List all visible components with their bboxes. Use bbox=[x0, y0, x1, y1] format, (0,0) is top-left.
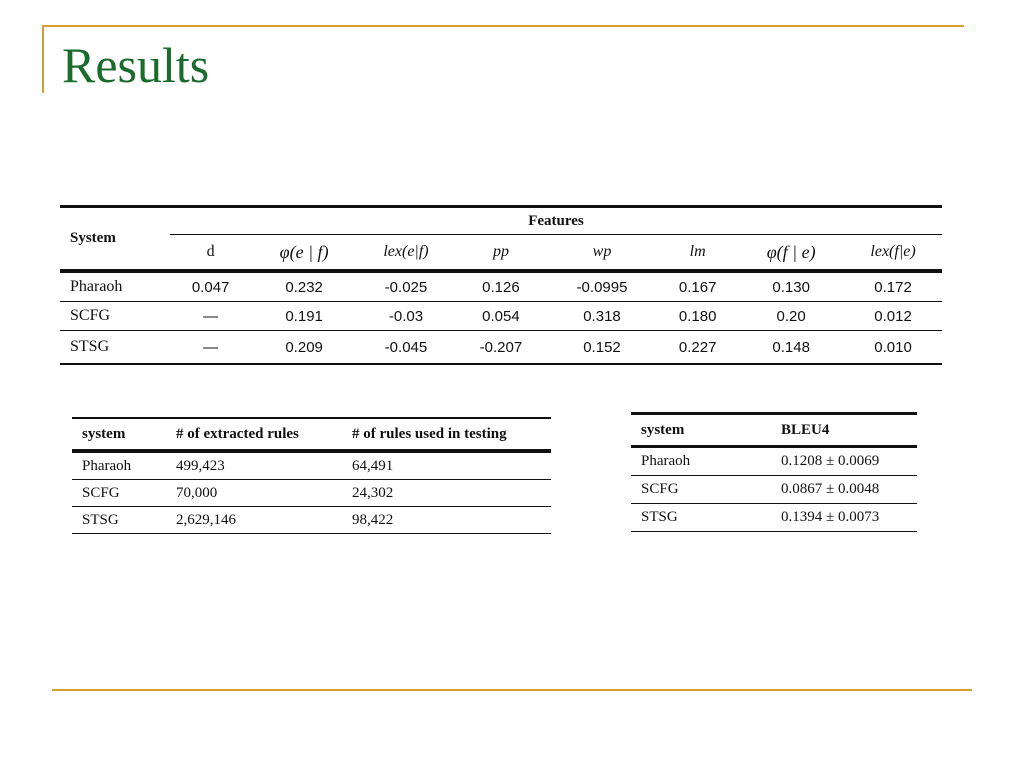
feature-col-lm: lm bbox=[657, 235, 738, 272]
table-cell: 0.054 bbox=[455, 302, 547, 331]
table-cell: 499,423 bbox=[166, 451, 342, 480]
table-cell: — bbox=[170, 302, 251, 331]
col-header-system: system bbox=[631, 414, 741, 447]
table-cell: 64,491 bbox=[342, 451, 551, 480]
table-cell: 98,422 bbox=[342, 507, 551, 534]
table-row bbox=[60, 302, 942, 331]
table-cell: 0.130 bbox=[738, 271, 844, 302]
features-header: Features bbox=[170, 207, 942, 235]
table-cell: 0.010 bbox=[844, 331, 942, 365]
table-cell: Pharaoh bbox=[631, 447, 741, 476]
feature-col-wp: wp bbox=[547, 235, 657, 272]
table-cell: 0.1394 ± 0.0073 bbox=[741, 504, 917, 532]
table-cell: STSG bbox=[72, 507, 166, 534]
table-cell: -0.0995 bbox=[547, 271, 657, 302]
col-header-system: system bbox=[72, 418, 166, 451]
table-cell: Pharaoh bbox=[72, 451, 166, 480]
table-cell: -0.207 bbox=[455, 331, 547, 365]
table-cell: 0.20 bbox=[738, 302, 844, 331]
feature-col-d: d bbox=[170, 235, 251, 272]
top-accent-rule bbox=[42, 25, 964, 27]
feature-col-pp: pp bbox=[455, 235, 547, 272]
col-header-extracted-rules: # of extracted rules bbox=[166, 418, 342, 451]
table-row bbox=[60, 331, 942, 365]
table-row bbox=[72, 451, 551, 480]
table-cell: 0.012 bbox=[844, 302, 942, 331]
col-header-bleu4: BLEU4 bbox=[741, 414, 917, 447]
feature-col-phi-f-e: φ(f | e) bbox=[738, 235, 844, 272]
table-cell: -0.03 bbox=[357, 302, 455, 331]
feature-col-lex-e-f: lex(e|f) bbox=[357, 235, 455, 272]
table-cell: 0.126 bbox=[455, 271, 547, 302]
table-row bbox=[60, 271, 942, 302]
col-header-rules-used: # of rules used in testing bbox=[342, 418, 551, 451]
table-row bbox=[72, 480, 551, 507]
slide-title: Results bbox=[62, 37, 210, 93]
left-accent-rule bbox=[42, 25, 44, 93]
table-row bbox=[72, 507, 551, 534]
table-cell: 0.047 bbox=[170, 271, 251, 302]
table-cell: 0.191 bbox=[251, 302, 357, 331]
table-row bbox=[631, 476, 917, 504]
table-cell: 70,000 bbox=[166, 480, 342, 507]
table-cell: 0.0867 ± 0.0048 bbox=[741, 476, 917, 504]
table-cell: -0.025 bbox=[357, 271, 455, 302]
row-system: SCFG bbox=[60, 302, 170, 331]
table-cell: 0.172 bbox=[844, 271, 942, 302]
table-cell: SCFG bbox=[631, 476, 741, 504]
table-cell: -0.045 bbox=[357, 331, 455, 365]
table-row bbox=[631, 504, 917, 532]
row-system: Pharaoh bbox=[60, 271, 170, 302]
bleu-table bbox=[631, 412, 917, 532]
table-cell: 0.318 bbox=[547, 302, 657, 331]
system-header: System bbox=[60, 207, 170, 272]
table-cell: 0.148 bbox=[738, 331, 844, 365]
table-cell: 0.152 bbox=[547, 331, 657, 365]
table-cell: 0.167 bbox=[657, 271, 738, 302]
table-cell: 0.232 bbox=[251, 271, 357, 302]
table-cell: 0.1208 ± 0.0069 bbox=[741, 447, 917, 476]
table-cell: 2,629,146 bbox=[166, 507, 342, 534]
table-cell: 0.227 bbox=[657, 331, 738, 365]
feature-col-lex-f-e: lex(f|e) bbox=[844, 235, 942, 272]
table-cell: 0.209 bbox=[251, 331, 357, 365]
table-cell: 0.180 bbox=[657, 302, 738, 331]
features-table bbox=[60, 205, 942, 365]
table-cell: — bbox=[170, 331, 251, 365]
feature-col-phi-e-f: φ(e | f) bbox=[251, 235, 357, 272]
table-cell: STSG bbox=[631, 504, 741, 532]
table-cell: SCFG bbox=[72, 480, 166, 507]
rules-table bbox=[72, 417, 551, 534]
bottom-accent-rule bbox=[52, 689, 972, 691]
table-row bbox=[631, 447, 917, 476]
table-cell: 24,302 bbox=[342, 480, 551, 507]
row-system: STSG bbox=[60, 331, 170, 365]
